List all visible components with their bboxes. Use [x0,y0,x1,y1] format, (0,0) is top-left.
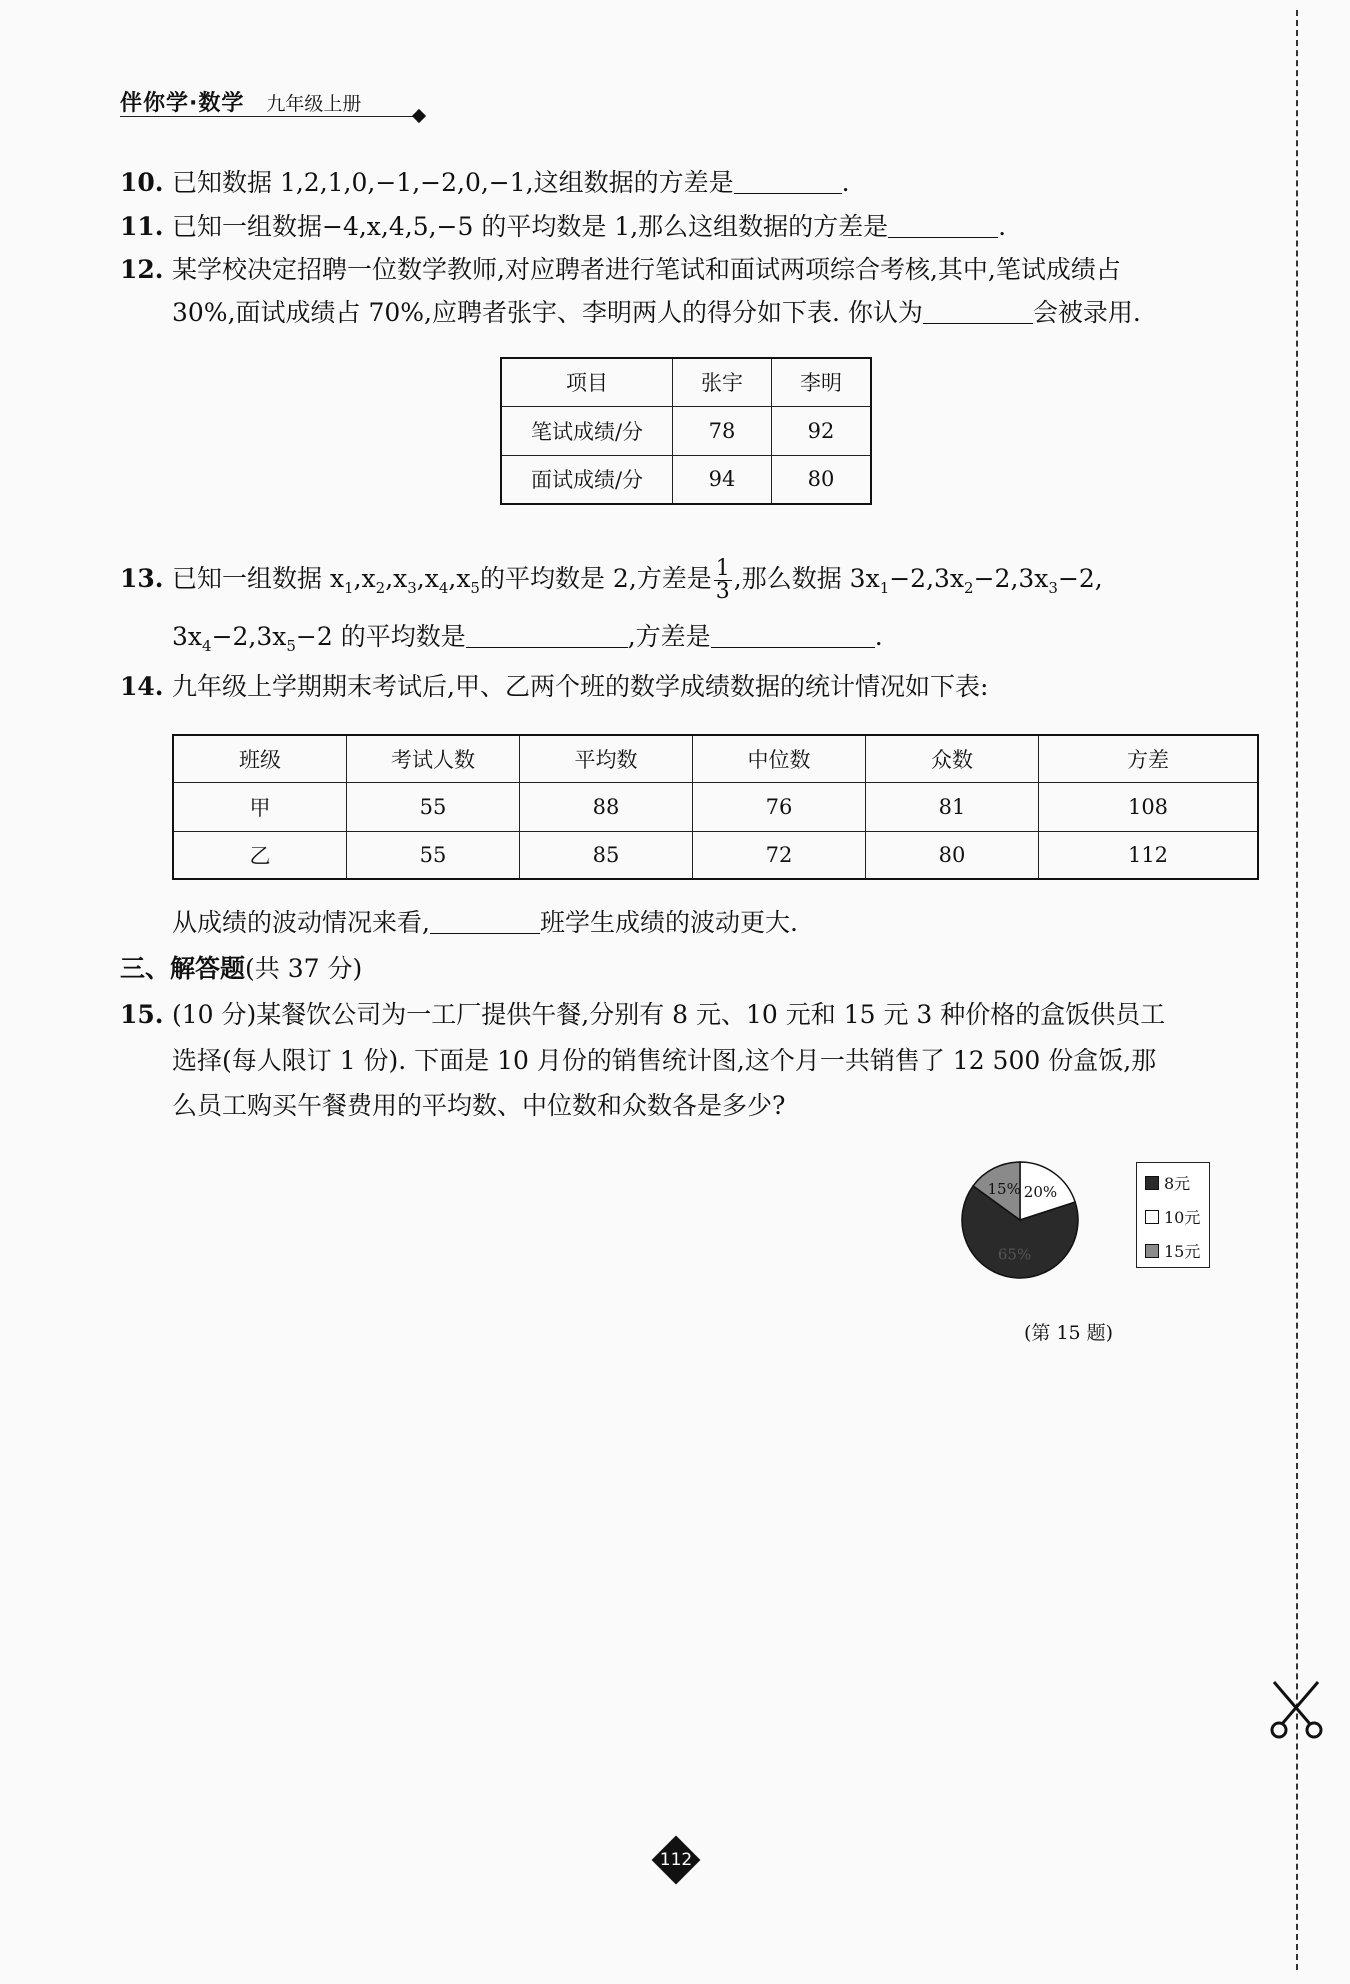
subscript: 3 [1048,579,1058,597]
q13-text: −2,3x [211,622,287,651]
fraction-denominator: 3 [715,579,730,604]
section-note: (共 37 分) [245,954,363,983]
table-header-cell: 李明 [772,358,872,406]
question-text: 九年级上学期期末考试后,甲、乙两个班的数学成绩数据的统计情况如下表: [172,672,989,701]
table-header-cell: 考试人数 [347,735,520,782]
header-diamond-icon [412,109,426,123]
table-cell: 55 [347,782,520,831]
table-cell: 88 [520,782,693,831]
page-number-badge [652,1836,700,1884]
q13-text: −2,3x [889,564,965,593]
pie-legend [1136,1162,1210,1268]
cut-line [1296,10,1298,1970]
q13-text: 3x [172,622,203,651]
question-11 [120,210,1006,244]
question-14 [120,670,988,704]
legend-swatch [1145,1244,1159,1258]
question-13-line2 [172,620,883,663]
book-brand: 伴你学·数学 [120,91,245,116]
question-number: 11. [120,212,164,241]
score-table [500,357,872,505]
table-cell: 81 [866,782,1039,831]
question-end: . [998,212,1007,241]
answer-blank-variance[interactable] [711,621,875,648]
question-12 [120,253,1121,287]
question-text-line1: (10 分)某餐饮公司为一工厂提供午餐,分别有 8 元、10 元和 15 元 3 种价格的盒饭供员工 [172,1000,1166,1029]
q13-text: ,x [416,564,439,593]
table-cell: 72 [693,831,866,879]
question-text-line2b: 会被录用. [1032,298,1141,327]
subscript: 2 [964,579,974,597]
pie-chart [940,1140,1120,1300]
table-cell: 笔试成绩/分 [501,406,673,455]
q13-text: −2, [1057,564,1103,593]
subscript: 1 [344,579,354,597]
question-end: . [841,168,850,197]
page-number: 112 [659,1850,693,1870]
question-text-line2: 选择(每人限订 1 份). 下面是 10 月份的销售统计图,这个月一共销售了 12 500 份盒饭,那 [172,1046,1157,1075]
question-text: 班学生成绩的波动更大. [539,908,798,937]
legend-item [1145,1205,1200,1228]
table-header-cell: 方差 [1039,735,1259,782]
table-row [501,455,871,504]
book-grade: 九年级上册 [266,93,362,115]
table-cell: 92 [772,406,872,455]
question-number: 10. [120,168,164,197]
question-15 [120,998,1165,1032]
table-cell: 80 [772,455,872,504]
table-header-cell: 班级 [173,735,347,782]
answer-blank[interactable] [430,907,540,934]
q13-text: 已知一组数据 x [172,564,345,593]
table-cell: 55 [347,831,520,879]
question-10 [120,166,850,200]
table-header-row [501,358,871,406]
q13-text: . [874,622,883,651]
answer-blank[interactable] [888,211,998,238]
q13-text: ,x [448,564,471,593]
subscript: 5 [286,637,296,655]
figure-caption: (第 15 题) [1024,1322,1114,1344]
subscript: 1 [879,579,890,597]
header-rule [120,116,420,117]
pie-data-label: 20% [1023,1182,1058,1201]
question-14-answer-line [172,906,798,940]
q13-text: ,x [385,564,408,593]
question-13 [120,558,1103,605]
table-cell: 85 [520,831,693,879]
pie-data-label: 15% [987,1179,1021,1198]
section-3-heading [120,952,362,986]
legend-item [1145,1171,1190,1194]
q13-text: ,方差是 [627,622,711,651]
question-text-line2a: 30%,面试成绩占 70%,应聘者张宇、李明两人的得分如下表. 你认为 [172,298,923,327]
scissors-icon [1266,1680,1328,1742]
question-number: 14. [120,672,164,701]
table-cell: 80 [866,831,1039,879]
page-header [120,86,361,117]
question-text: 已知一组数据−4,x,4,5,−5 的平均数是 1,那么这组数据的方差是 [172,212,889,241]
legend-swatch [1145,1210,1159,1224]
fraction [714,558,732,603]
table-cell: 108 [1039,782,1259,831]
table-header-cell: 众数 [866,735,1039,782]
q13-text: −2,3x [973,564,1049,593]
legend-swatch [1145,1176,1159,1190]
table-row [501,406,871,455]
subscript: 4 [438,579,449,597]
table-header-cell: 张宇 [673,358,772,406]
legend-label: 8元 [1164,1174,1191,1193]
subscript: 5 [470,579,480,597]
section-title: 三、解答题 [120,954,246,983]
legend-label: 15元 [1164,1242,1201,1261]
question-number: 15. [120,1000,164,1029]
table-cell: 面试成绩/分 [501,455,673,504]
question-15-line2 [172,1044,1156,1078]
subscript: 4 [202,637,212,655]
subscript: 2 [375,579,386,597]
table-header-row [173,735,1258,782]
table-header-cell: 中位数 [693,735,866,782]
table-row [173,831,1258,879]
class-stats-table [172,734,1259,880]
q13-text: 的平均数是 2,方差是 [479,564,712,593]
question-number: 12. [120,255,164,284]
question-text-line1: 某学校决定招聘一位数学教师,对应聘者进行笔试和面试两项综合考核,其中,笔试成绩占 [172,255,1121,284]
pie-data-label: 65% [997,1245,1032,1264]
answer-blank-mean[interactable] [466,621,628,648]
table-cell: 94 [673,455,772,504]
q13-text: −2 的平均数是 [295,622,466,651]
question-text: 从成绩的波动情况来看, [172,908,430,937]
table-cell: 112 [1039,831,1259,879]
legend-label: 10元 [1164,1208,1201,1227]
subscript: 3 [407,579,417,597]
table-header-cell: 项目 [501,358,673,406]
q13-text: ,x [353,564,376,593]
table-header-cell: 平均数 [520,735,693,782]
table-cell: 76 [693,782,866,831]
legend-item [1145,1239,1200,1262]
question-number: 13. [120,564,164,593]
q13-text: ,那么数据 3x [733,564,880,593]
fraction-numerator: 1 [715,556,730,581]
question-text-line3: 么员工购买午餐费用的平均数、中位数和众数各是多少? [172,1091,786,1120]
question-text: 已知数据 1,2,1,0,−1,−2,0,−1,这组数据的方差是 [172,168,734,197]
table-row [173,782,1258,831]
question-15-line3 [172,1089,785,1123]
table-cell: 甲 [173,782,347,831]
question-12-line2 [172,296,1141,330]
table-cell: 78 [673,406,772,455]
answer-blank[interactable] [734,167,842,194]
answer-blank[interactable] [923,297,1033,324]
table-cell: 乙 [173,831,347,879]
